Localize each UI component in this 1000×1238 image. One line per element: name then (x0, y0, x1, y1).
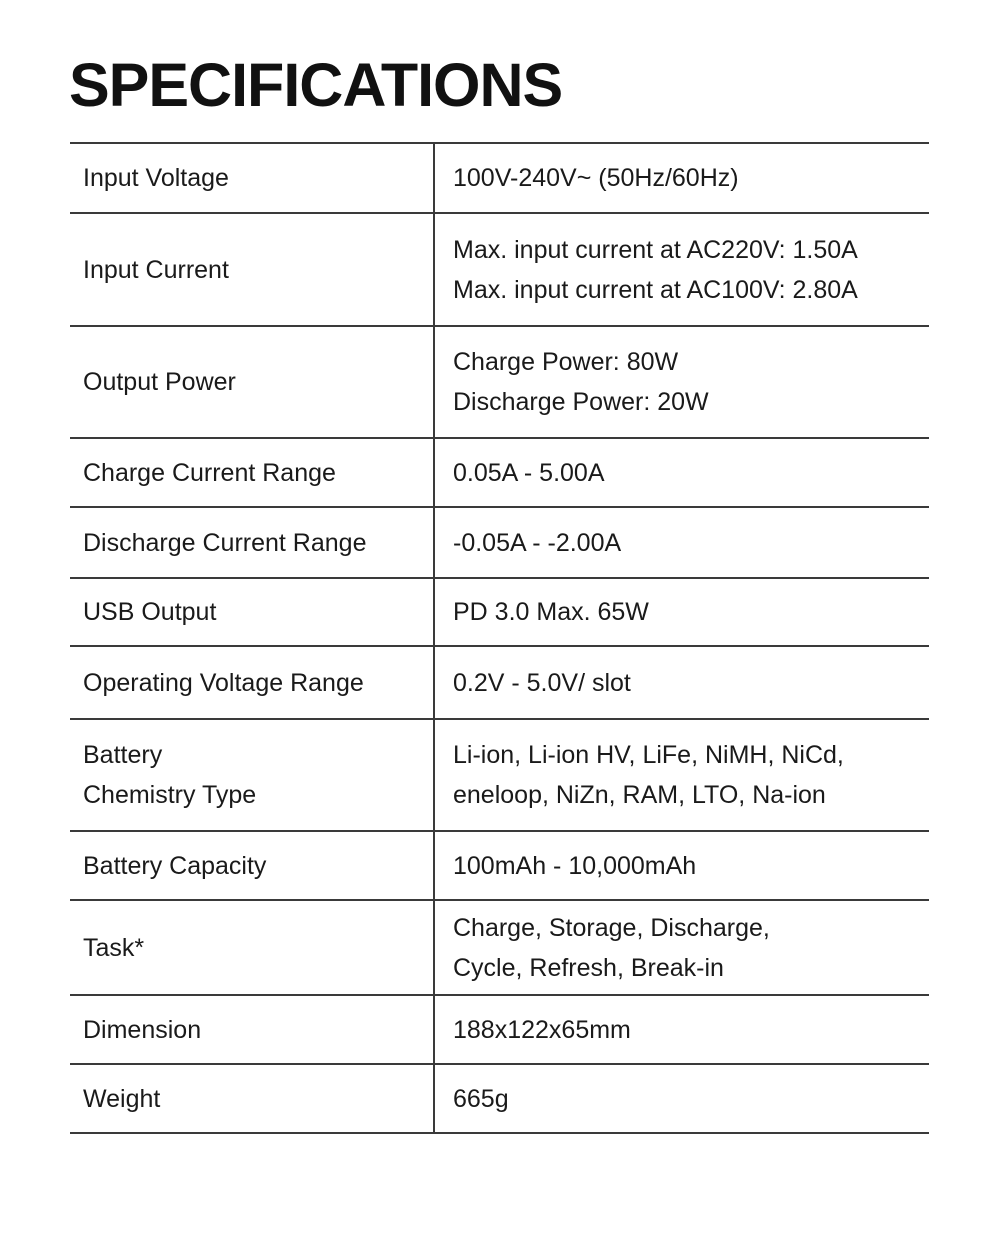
table-row (70, 507, 929, 578)
table-row (70, 646, 929, 719)
spec-label: Input Current (70, 213, 434, 326)
spec-label: Operating Voltage Range (70, 646, 434, 719)
spec-label: Dimension (70, 995, 434, 1064)
spec-value: 188x122x65mm (434, 995, 929, 1064)
page-title: SPECIFICATIONS (69, 51, 563, 119)
table-row (70, 900, 929, 995)
spec-value: 665g (434, 1064, 929, 1133)
spec-label: Charge Current Range (70, 438, 434, 507)
spec-table (70, 142, 929, 1134)
spec-label: Task* (70, 900, 434, 995)
table-row (70, 326, 929, 438)
table-row (70, 213, 929, 326)
table-row (70, 143, 929, 213)
spec-value: 0.2V - 5.0V/ slot (434, 646, 929, 719)
spec-label: Discharge Current Range (70, 507, 434, 578)
table-row (70, 831, 929, 900)
table-row (70, 1064, 929, 1133)
spec-value: Max. input current at AC220V: 1.50A Max. input current at AC100V: 2.80A (434, 213, 929, 326)
spec-label: Battery Capacity (70, 831, 434, 900)
spec-value: -0.05A - -2.00A (434, 507, 929, 578)
spec-value: Charge, Storage, Discharge, Cycle, Refresh, Break-in (434, 900, 929, 995)
spec-value: 100V-240V~ (50Hz/60Hz) (434, 143, 929, 213)
table-row (70, 438, 929, 507)
spec-label: Output Power (70, 326, 434, 438)
spec-value: Charge Power: 80W Discharge Power: 20W (434, 326, 929, 438)
spec-label: Weight (70, 1064, 434, 1133)
spec-label: Battery Chemistry Type (70, 719, 434, 831)
table-row (70, 995, 929, 1064)
spec-value: Li-ion, Li-ion HV, LiFe, NiMH, NiCd, eneloop, NiZn, RAM, LTO, Na-ion (434, 719, 929, 831)
spec-label: Input Voltage (70, 143, 434, 213)
spec-value: 100mAh - 10,000mAh (434, 831, 929, 900)
table-row (70, 578, 929, 646)
spec-value: PD 3.0 Max. 65W (434, 578, 929, 646)
table-row (70, 719, 929, 831)
spec-label: USB Output (70, 578, 434, 646)
spec-value: 0.05A - 5.00A (434, 438, 929, 507)
